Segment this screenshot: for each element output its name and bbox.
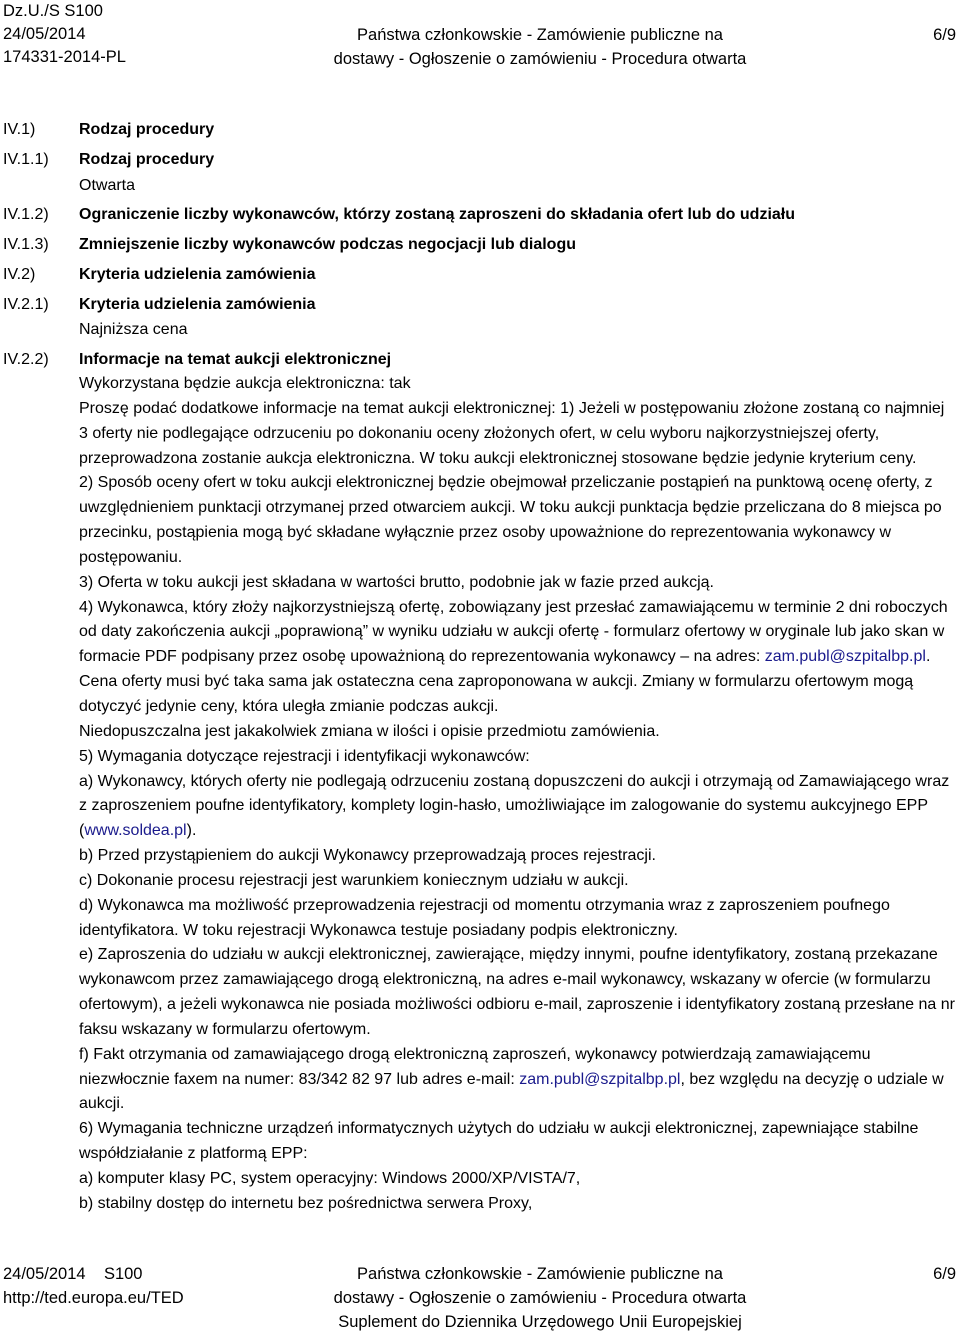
auction-point-5b: b) Przed przystąpieniem do aukcji Wykonawcy przeprowadzają proces rejestracji.	[79, 847, 656, 865]
section-value: Najniższa cena	[79, 321, 188, 338]
auction-point-4	[79, 596, 957, 720]
auction-point-5f-text-b: , bez względu na decyzję o udziale w aukcji.	[79, 1070, 944, 1113]
auction-point-5d: d) Wykonawca ma możliwość przeprowadzenia rejestracji od momentu otrzymania wraz z zaproszeniem poufnego identyfikatora. W toku rejestracji Wykonawca testuje posiadany podpis elektroniczny.	[79, 896, 890, 939]
footer-title-line2: dostawy - Ogłoszenie o zamówieniu - Procedura otwarta	[333, 1289, 747, 1307]
header-page-number: 6/9	[933, 26, 956, 44]
section-heading: Rodzaj procedury	[79, 151, 215, 168]
website-link[interactable]: www.soldea.pl	[84, 822, 187, 840]
footer-title	[300, 1262, 780, 1334]
auction-point-5a	[79, 770, 957, 845]
auction-point-5c: c) Dokonanie procesu rejestracji jest warunkiem koniecznym udziału w aukcji.	[79, 871, 629, 889]
section-number: IV.1.3)	[3, 236, 49, 253]
auction-point-4-note: Niedopuszczalna jest jakakolwiek zmiana w ilości i opisie przedmiotu zamówienia.	[79, 722, 660, 740]
section-heading: Zmniejszenie liczby wykonawców podczas negocjacji lub dialogu	[79, 236, 576, 253]
auction-point-5f-text-a: f) Fakt otrzymania od zamawiającego drogą elektroniczną zaproszeń, wykonawcy potwierdzają zamawiającemu niezwłocznie faxem na numer: 83/342 82 97 lub adres e-mail:	[79, 1045, 871, 1088]
section-number: IV.1.2)	[3, 206, 49, 223]
header-title-line2: dostawy - Ogłoszenie o zamówieniu - Procedura otwarta	[333, 50, 747, 68]
footer-title-line1: Państwa członkowskie - Zamówienie publiczne na	[357, 1265, 723, 1283]
footer-date: 24/05/2014	[3, 1265, 86, 1283]
auction-point-5e: e) Zaproszenia do udziału w aukcji elektronicznej, zawierające, między innymi, poufne identyfikatory, zostaną przekazane wykonawcom przez zamawiającego drogą elektroniczną, na adres e-mail wykonawcy, wskazany w ofercie (w formularzu ofertowym), a jeżeli wykonawca nie posiada możliwości odbioru e-mail, zaproszenie i identyfikatory zostaną przesłane na nr faksu wskazany w formularzu ofertowym.	[79, 946, 955, 1038]
auction-point-6: 6) Wymagania techniczne urządzeń informatycznych użytych do udziału w aukcji elektronicznej, zapewniające stabilne współdziałanie z platformą EPP:	[79, 1120, 919, 1163]
section-heading: Kryteria udzielenia zamówienia	[79, 296, 316, 313]
header-title-line1: Państwa członkowskie - Zamówienie publiczne na	[357, 26, 723, 44]
auction-point-2: 2) Sposób oceny ofert w toku aukcji elektronicznej będzie obejmował przeliczanie postąpień na punktową ocenę oferty, z uwzględnieniem punktacji otrzymanej przed otwarciem aukcji. W toku aukcji punktacja będzie przeliczana do 8 miejsca po przecinku, postąpienia mogą być składane wyłącznie przez osoby upoważnione do reprezentowania wykonawcy w postępowaniu.	[79, 474, 942, 566]
auction-point-4-text-b: . Cena oferty musi być taka sama jak ostateczna cena zaproponowana w aukcji. Zmiany w formularzu ofertowym mogą dotyczyć jedynie ceny, która uległa zmianie podczas aukcji.	[79, 648, 931, 715]
header-date: 24/05/2014	[3, 25, 86, 43]
header-notice-no: 174331-2014-PL	[3, 48, 126, 66]
footer-title-line3: Suplement do Dziennika Urzędowego Unii Europejskiej	[338, 1313, 742, 1331]
section-heading: Kryteria udzielenia zamówienia	[79, 266, 316, 283]
footer-date-series	[3, 1262, 184, 1286]
auction-point-6b: b) stabilny dostęp do internetu bez pośrednictwa serwera Proxy,	[79, 1194, 533, 1212]
auction-point-5a-text-a: a) Wykonawcy, których oferty nie podlegają odrzuceniu zostaną dopuszczeni do aukcji i otrzymają od Zamawiającego wraz z zaproszeniem poufne identyfikatory, komplety login-hasło, umożliwiające im zalogowanie do systemu aukcyjnego EPP (	[79, 772, 950, 840]
auction-point-5f	[79, 1043, 957, 1118]
section-number: IV.2.1)	[3, 296, 49, 313]
email-link[interactable]: zam.publ@szpitalbp.pl	[764, 648, 926, 666]
section-value: Otwarta	[79, 177, 136, 194]
header-left	[3, 0, 126, 69]
section-number: IV.2.2)	[3, 351, 49, 368]
section-number: IV.2)	[3, 266, 36, 283]
auction-point-1: Proszę podać dodatkowe informacje na temat aukcji elektronicznej: 1) Jeżeli w postępowaniu złożone zostaną co najmniej 3 oferty nie podlegające odrzuceniu po dokonaniu oceny złożonych ofert, w celu wyboru najkorzystniejszej oferty, przeprowadzona zostanie aukcja elektroniczna. W toku aukcji elektronicznej stosowane będzie jedynie kryterium ceny.	[79, 399, 945, 467]
auction-point-6a: a) komputer klasy PC, system operacyjny: Windows 2000/XP/VISTA/7,	[79, 1170, 581, 1187]
section-heading: Informacje na temat aukcji elektronicznej	[79, 351, 392, 368]
header-doc-id: Dz.U./S S100	[3, 2, 103, 20]
auction-point-5a-text-b: ).	[186, 822, 197, 840]
footer-series: S100	[103, 1265, 143, 1283]
auction-point-3: 3) Oferta w toku aukcji jest składana w wartości brutto, podobnie jak w fazie przed aukcją.	[79, 573, 714, 591]
section-number: IV.1.1)	[3, 151, 49, 168]
footer-page-number: 6/9	[933, 1265, 956, 1283]
auction-info-body	[79, 372, 957, 1217]
section-heading: Ograniczenie liczby wykonawców, którzy zostaną zaproszeni do składania ofert lub do udziału	[79, 206, 795, 223]
auction-point-4-text-a: 4) Wykonawca, który złoży najkorzystniejszą ofertę, zobowiązany jest przesłać zamawiającemu w terminie 2 dni roboczych od daty zakończenia aukcji „poprawioną” w wyniku udziału w aukcji ofertę - formularz ofertowy w oryginale lub jako skan w formacie PDF podpisany przez osobę upoważnioną do reprezentowania wykonawcy – na adres:	[79, 598, 948, 666]
section-heading: Rodzaj procedury	[79, 121, 215, 138]
footer-url[interactable]: http://ted.europa.eu/TED	[3, 1289, 184, 1307]
header-title	[310, 23, 770, 71]
email-link[interactable]: zam.publ@szpitalbp.pl	[519, 1070, 681, 1088]
page-footer	[0, 1262, 960, 1334]
footer-left	[3, 1262, 184, 1310]
auction-point-5: 5) Wymagania dotyczące rejestracji i identyfikacji wykonawców:	[79, 747, 530, 765]
auction-used: Wykorzystana będzie aukcja elektroniczna: tak	[79, 375, 411, 392]
section-number: IV.1)	[3, 121, 36, 138]
page-header	[0, 0, 960, 70]
